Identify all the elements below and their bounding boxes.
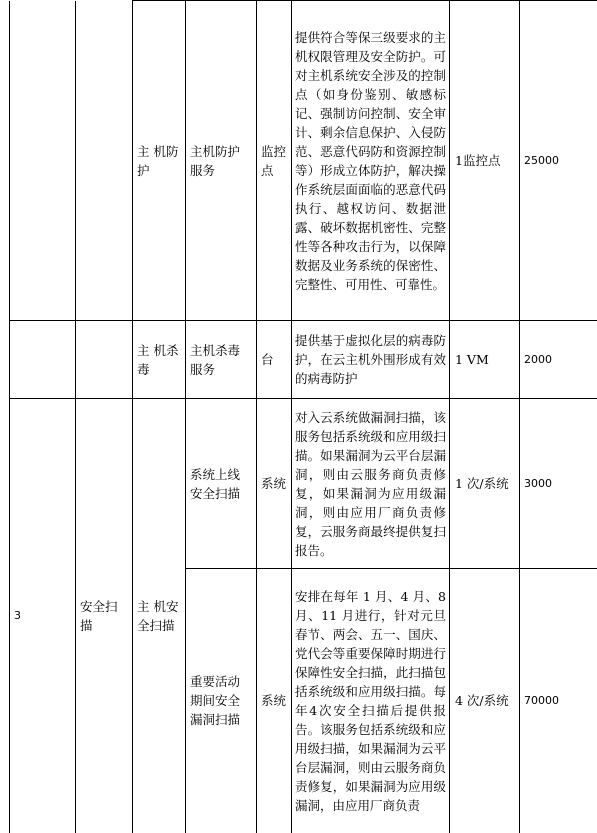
service-table [9,0,597,833]
group-cell [76,321,133,399]
description-cell: 提供符合等保三级要求的主机权限管理及安全防护。可对主机系统安全涉及的控制点（如身份鉴别、敏感标记、强制访问控制、安全审计、剩余信息保护、入侵防范、恶意代码防和资源控制等）形成立体防护，解决操作系统层面面临的恶意代码执行、越权访问、数据泄露、破坏数据机密性、完整性等各种攻击行为，以保障数据及业务系统的保密性、完整性、可用性、可靠性。 [292,1,450,321]
service-cell: 重要活动期间安全漏洞扫描 [186,569,257,833]
category-cell: 主 机防护 [133,1,186,321]
price-cell: 25000 [520,1,597,321]
price-cell: 70000 [520,569,597,833]
service-cell: 主机防护服务 [186,1,257,321]
description-cell: 安排在每年 1 月、4 月、8 月、11 月进行，针对元旦春节、两会、五一、国庆、党代会等重要保障时期进行保障性安全扫描，此扫描包括系统级和应用级扫描。每年4次安全扫描后提供报告。该服务包括系统级和应用级扫描，如果漏洞为云平台层漏洞，则由云服务商负责修复，如果漏洞为应用级漏洞，由应用厂商负责 [292,569,450,833]
unit-cell: 系统 [257,569,292,833]
unit-cell: 台 [257,321,292,399]
group-cell: 安全扫描 [76,399,133,833]
description-cell: 提供基于虚拟化层的病毒防护，在云主机外围形成有效的病毒防护 [292,321,450,399]
quantity-cell: 4 次/系统 [450,569,520,833]
number-cell [10,321,76,399]
service-cell: 系统上线安全扫描 [186,399,257,569]
group-cell [76,1,133,321]
table-row [10,1,597,321]
table-row [10,399,597,569]
number-cell: 3 [10,399,76,833]
unit-cell: 监控点 [257,1,292,321]
price-cell: 2000 [520,321,597,399]
category-cell: 主 机杀毒 [133,321,186,399]
category-cell: 主 机安 全扫描 [133,399,186,833]
number-cell [10,1,76,321]
quantity-cell: 1 VM [450,321,520,399]
unit-cell: 系统 [257,399,292,569]
table-row [10,321,597,399]
description-cell: 对入云系统做漏洞扫描，该服务包括系统级和应用级扫描。如果漏洞为云平台层漏洞，则由云服务商负责修复，如果漏洞为应用级漏洞，则由应用厂商负责修复，云服务商最终提供复扫报告。 [292,399,450,569]
quantity-cell: 1 次/系统 [450,399,520,569]
price-cell: 3000 [520,399,597,569]
service-cell: 主机杀毒服务 [186,321,257,399]
quantity-cell: 1监控点 [450,1,520,321]
